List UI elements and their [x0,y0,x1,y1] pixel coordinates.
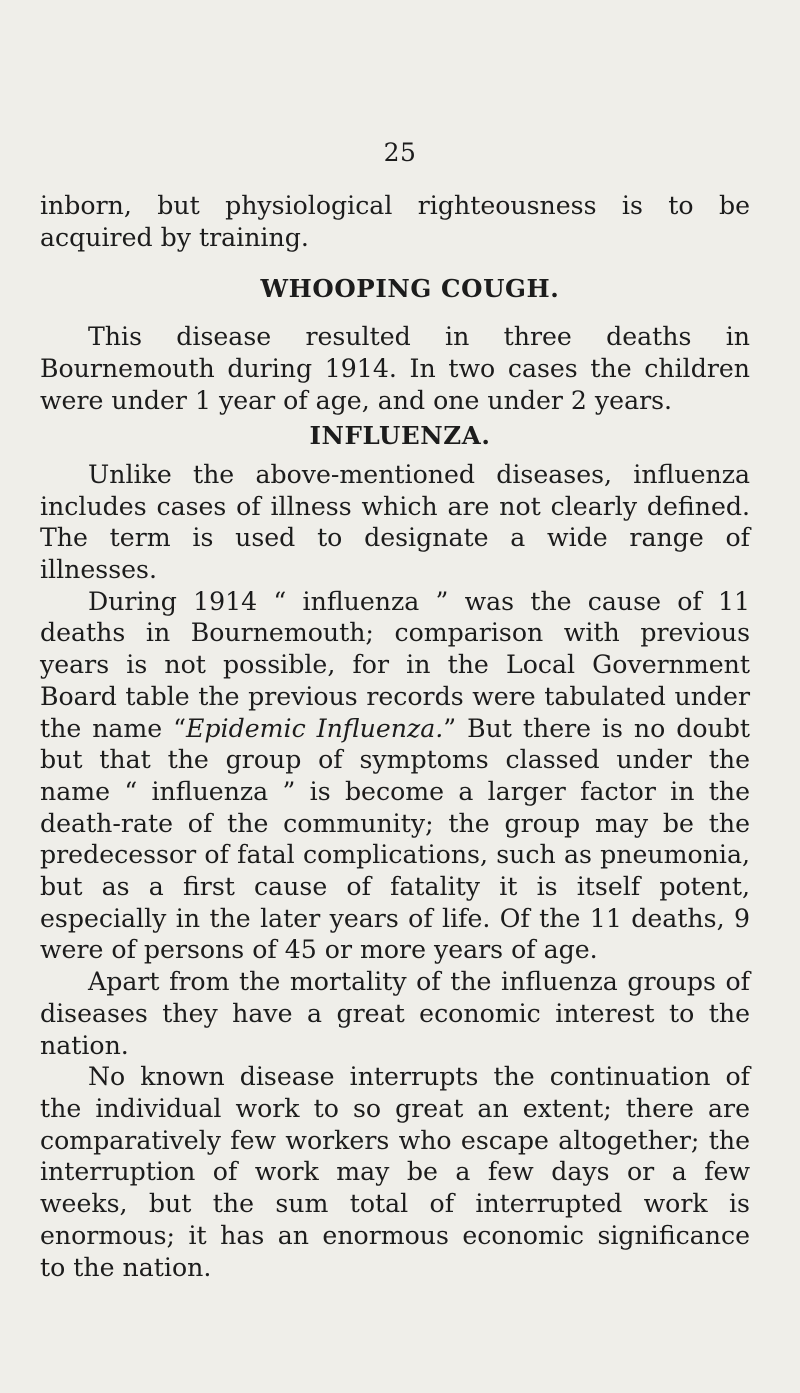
heading-whooping-cough: WHOOPING COUGH. [260,274,560,304]
paragraph-text-part: ” But there is no doubt but that the group of symptoms classed under the name “ influenza ” is become a larger factor in the death-rate of the community; the group may be the predecessor of fatal complications, such as pneumonia, but as a first cause of fatality it is itself potent, especially in the later years of life. Of the 11 deaths, 9 were of persons of 45 or more years of age. [40,713,750,965]
paragraph-text-part: During 1914 “ influenza ” was the cause of 11 deaths in Bournemouth; comparison with previous years is not possible, for in the Local Government Board table the previous records were tabulated under the name “ [40,586,750,743]
paragraph-economic-interest: Apart from the mortality of the influenza groups of diseases they have a great economic interest to the nation. [40,967,750,1060]
paragraph-influenza-definition: Unlike the above-mentioned diseases, influenza includes cases of illness which are not clearly defined. The term is used to designate a wide range of illnesses. [40,459,750,585]
paragraph-work-interruption: No known disease interrupts the continuation of the individual work to so great an extent; there are comparatively few workers who escape altogether; the interruption of work may be a few days or a few weeks, but the sum total of interrupted work is enormous; it has an enormous economic significance to the nation. [40,1062,750,1282]
italic-term: Epidemic Influenza. [186,713,444,743]
page-body [40,190,750,1283]
paragraph-continuation: inborn, but physiological righteousness is to be acquired by training. [40,191,750,252]
paragraph-whooping-cough: This disease resulted in three deaths in Bournemouth during 1914. In two cases the children were under 1 year of age, and one under 2 years. [40,322,750,415]
page-number: 25 [383,138,417,167]
paragraph-influenza-deaths [40,586,750,966]
heading-influenza: INFLUENZA. [309,421,491,451]
